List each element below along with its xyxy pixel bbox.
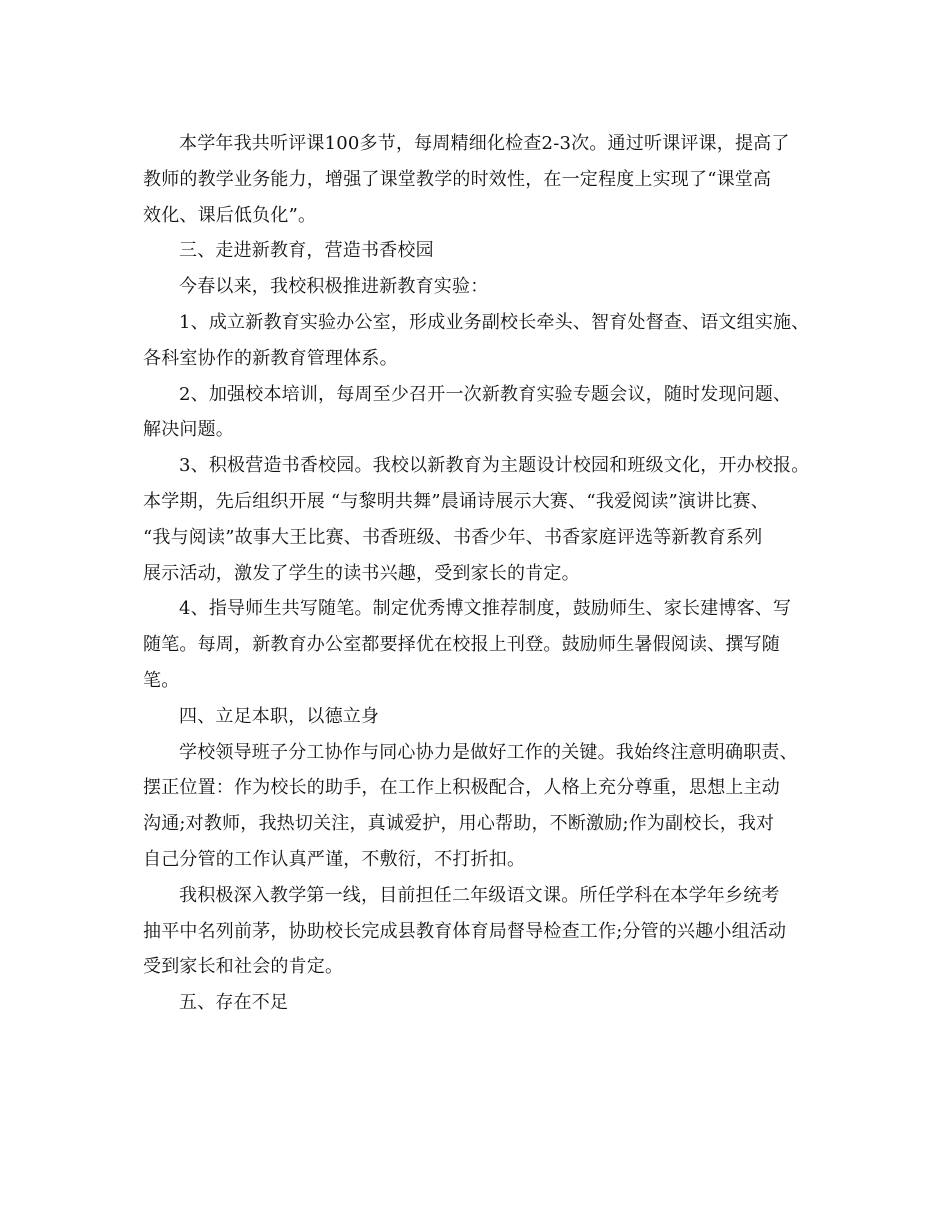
text-line: 今春以来，我校积极推进新教育实验： <box>179 276 489 298</box>
text-line: 本学年我共听评课100多节，每周精细化检查2-3次。通过听课评课，提高了 <box>179 133 790 154</box>
text-line: 2、加强校本培训，每周至少召开一次新教育实验专题会议，随时发现问题、 <box>179 383 792 405</box>
text-line: “我与阅读”故事大王比赛、书香班级、书香少年、书香家庭评选等新教育系列 <box>143 526 763 548</box>
text-line: 3、积极营造书香校园。我校以新教育为主题设计校园和班级文化，开办校报。 <box>179 455 810 477</box>
heading-text: 三、走进新教育，营造书香校园 <box>179 240 434 262</box>
list-item-3 <box>143 448 818 591</box>
text-line: 展示活动，激发了学生的读书兴趣，受到家长的肯定。 <box>143 562 580 584</box>
text-line: 本学期，先后组织开展 “与黎明共舞”晨诵诗展示大赛、“我爱阅读”演讲比赛、 <box>143 490 769 512</box>
section-heading-3 <box>143 233 818 269</box>
text-line: 随笔。每周，新教育办公室都要择优在校报上刊登。鼓励师生暑假阅读、撰写随 <box>143 634 780 656</box>
text-line: 抽平中名列前茅，协助校长完成县教育体育局督导检查工作;分管的兴趣小组活动 <box>143 920 787 942</box>
list-item-4 <box>143 591 818 698</box>
paragraph-leadership-cooperation <box>143 735 818 878</box>
paragraph-intro-new-education <box>143 269 818 305</box>
text-line: 效化、课后低负化”。 <box>143 204 317 226</box>
text-line: 教师的教学业务能力，增强了课堂教学的时效性，在一定程度上实现了“课堂高 <box>143 168 772 190</box>
section-heading-5 <box>143 985 818 1021</box>
paragraph-teaching-frontline <box>143 878 818 985</box>
text-line: 学校领导班子分工协作与同心协力是做好工作的关键。我始终注意明确职责、 <box>179 741 798 763</box>
document-body <box>143 126 818 1021</box>
text-line: 自己分管的工作认真严谨，不敷衍，不打折扣。 <box>143 848 526 870</box>
paragraph-lesson-evaluation <box>143 126 818 233</box>
text-line: 笔。 <box>143 669 180 691</box>
text-line: 各科室协作的新教育管理体系。 <box>143 347 398 369</box>
heading-text: 四、立足本职，以德立身 <box>179 705 380 727</box>
text-line: 受到家长和社会的肯定。 <box>143 956 344 978</box>
heading-text: 五、存在不足 <box>179 992 289 1014</box>
text-line: 4、指导师生共写随笔。制定优秀博文推荐制度，鼓励师生、家长建博客、写 <box>179 598 792 620</box>
text-line: 沟通;对教师，我热切关注，真诚爱护，用心帮助，不断激励;作为副校长，我对 <box>143 813 775 835</box>
text-line: 我积极深入教学第一线，目前担任二年级语文课。所任学科在本学年乡统考 <box>179 884 780 906</box>
section-heading-4 <box>143 699 818 735</box>
list-item-1 <box>143 305 818 377</box>
text-line: 1、成立新教育实验办公室，形成业务副校长牵头、智育处督查、语文组实施、 <box>179 311 810 333</box>
text-line: 解决问题。 <box>143 419 234 441</box>
list-item-2 <box>143 377 818 449</box>
text-line: 摆正位置：作为校长的助手，在工作上积极配合，人格上充分尊重，思想上主动 <box>143 777 780 799</box>
